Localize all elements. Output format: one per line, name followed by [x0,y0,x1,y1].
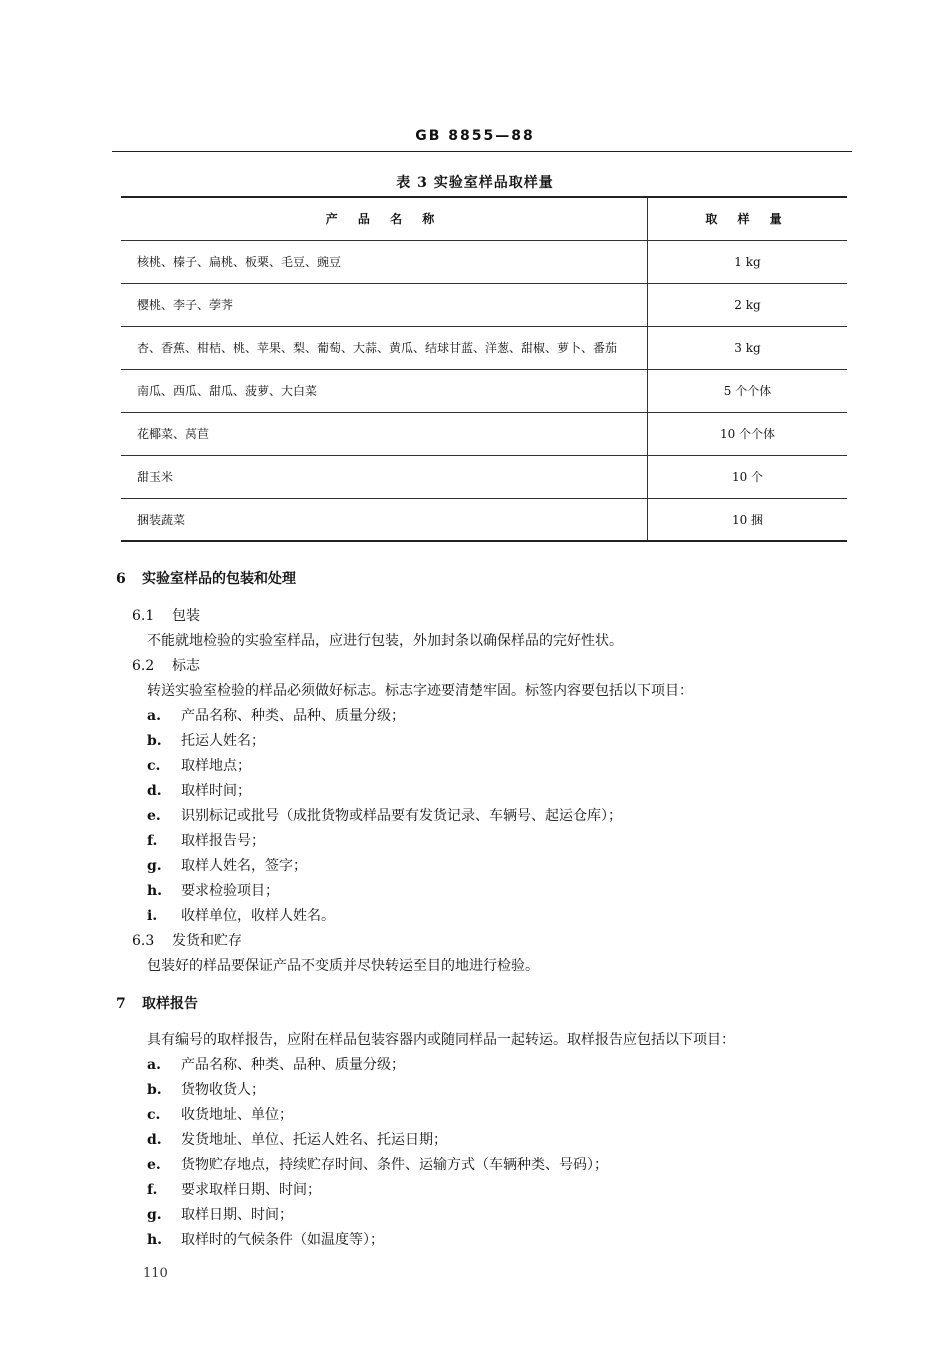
cell-amount: 3 kg [648,326,848,369]
cell-amount: 5 个个体 [648,369,848,412]
cell-product: 甜玉米 [121,455,648,498]
item-text: 识别标记或批号（成批货物或样品要有发货记录、车辆号、起运仓库）； [181,808,622,824]
item-text: 托运人姓名； [181,733,265,749]
item-letter: g. [147,858,162,874]
list-item [147,1156,608,1174]
cell-product: 樱桃、李子、荸荠 [121,283,648,326]
item-text: 收样单位，收样人姓名。 [181,908,335,924]
section-title: 实验室样品的包装和处理 [142,571,296,587]
list-item [147,1131,447,1149]
section-number: 6 [116,571,126,587]
item-text: 取样地点； [181,758,251,774]
table-title: 表 3 实验室样品取样量 [396,175,554,191]
table-header-row [121,197,847,240]
cell-product: 杏、香蕉、柑桔、桃、苹果、梨、葡萄、大蒜、黄瓜、结球甘蓝、洋葱、甜椒、萝卜、番茄 [121,326,648,369]
table-row [121,455,847,498]
table-row [121,326,847,369]
cell-product: 核桃、榛子、扁桃、板栗、毛豆、豌豆 [121,240,648,283]
item-text: 取样时的气候条件（如温度等）； [181,1232,384,1248]
item-letter: h. [147,883,163,899]
item-text: 要求检验项目； [181,883,279,899]
list-item [147,857,307,875]
cell-amount: 10 个个体 [648,412,848,455]
item-text: 货物贮存地点，持续贮存时间、条件、运输方式（车辆种类、号码）； [181,1157,608,1173]
item-text: 发货地址、单位、托运人姓名、托运日期； [181,1132,447,1148]
table-row [121,369,847,412]
item-letter: d. [147,1132,162,1148]
item-text: 取样报告号； [181,833,265,849]
standard-code: GB 8855—88 [415,128,535,144]
section-title: 取样报告 [142,996,198,1012]
item-letter: f. [147,1182,158,1198]
list-item [147,907,335,925]
section-7-heading [116,995,198,1013]
sampling-amount-table [121,196,847,542]
item-letter: g. [147,1207,162,1223]
cell-amount: 1 kg [648,240,848,283]
item-letter: b. [147,733,162,749]
item-letter: c. [147,758,161,774]
item-text: 要求取样日期、时间； [181,1182,321,1198]
item-letter: e. [147,1157,161,1173]
item-letter: a. [147,1057,161,1073]
list-item [147,832,265,850]
table-row [121,283,847,326]
section-number: 7 [116,996,126,1012]
item-letter: c. [147,1107,161,1123]
cell-product: 捆装蔬菜 [121,498,648,541]
list-item [147,782,251,800]
paragraph: 具有编号的取样报告，应附在样品包装容器内或随同样品一起转运。取样报告应包括以下项目： [147,1032,735,1048]
subsection-number: 6.1 [132,608,155,624]
table-row [121,240,847,283]
cell-amount: 10 捆 [648,498,848,541]
subsection-6-2-heading [132,657,200,675]
table-row [121,412,847,455]
item-letter: b. [147,1082,162,1098]
table-row [121,498,847,541]
item-text: 取样日期、时间； [181,1207,293,1223]
subsection-title: 发货和贮存 [172,933,242,949]
list-item [147,882,279,900]
subsection-title: 标志 [172,658,200,674]
col-header-amount: 取 样 量 [648,197,848,240]
section-6-heading [116,570,296,588]
list-item [147,707,405,725]
header-rule [112,151,852,152]
list-item [147,732,265,750]
subsection-title: 包装 [172,608,200,624]
item-letter: a. [147,708,161,724]
item-letter: h. [147,1232,163,1248]
list-item [147,1206,293,1224]
col-header-product: 产 品 名 称 [121,197,648,240]
subsection-6-1-heading [132,607,200,625]
item-letter: f. [147,833,158,849]
item-text: 收货地址、单位； [181,1107,293,1123]
item-text: 取样时间； [181,783,251,799]
list-item [147,1081,265,1099]
list-item [147,1181,321,1199]
item-text: 产品名称、种类、品种、质量分级； [181,1057,405,1073]
item-letter: e. [147,808,161,824]
paragraph: 不能就地检验的实验室样品，应进行包装，外加封条以确保样品的完好性状。 [147,633,623,649]
paragraph: 包装好的样品要保证产品不变质并尽快转运至目的地进行检验。 [147,958,539,974]
item-text: 货物收货人； [181,1082,265,1098]
list-item [147,1231,384,1249]
list-item [147,1106,293,1124]
subsection-number: 6.3 [132,933,155,949]
cell-amount: 2 kg [648,283,848,326]
cell-product: 南瓜、西瓜、甜瓜、菠萝、大白菜 [121,369,648,412]
cell-product: 花椰菜、莴苣 [121,412,648,455]
item-letter: d. [147,783,162,799]
subsection-6-3-heading [132,932,242,950]
item-text: 产品名称、种类、品种、质量分级； [181,708,405,724]
subsection-number: 6.2 [132,658,155,674]
item-letter: i. [147,908,158,924]
list-item [147,1056,405,1074]
paragraph: 转送实验室检验的样品必须做好标志。标志字迹要清楚牢固。标签内容要包括以下项目： [147,683,693,699]
list-item [147,807,622,825]
list-item [147,757,251,775]
cell-amount: 10 个 [648,455,848,498]
item-text: 取样人姓名，签字； [181,858,307,874]
page-number: 110 [143,1266,168,1281]
